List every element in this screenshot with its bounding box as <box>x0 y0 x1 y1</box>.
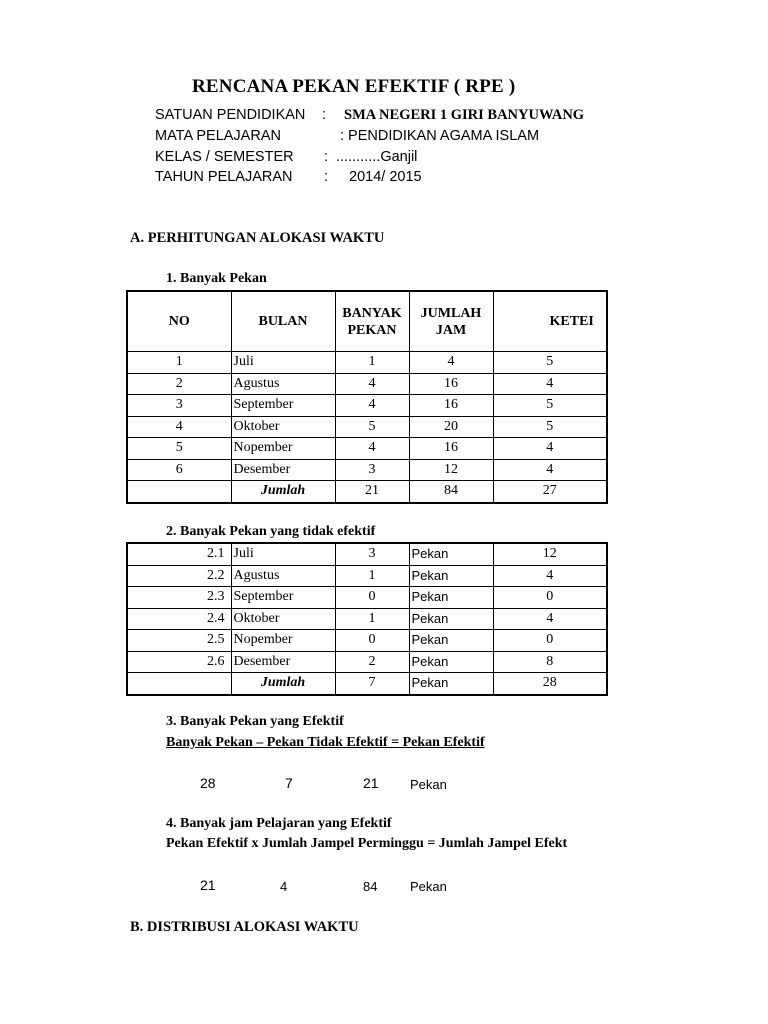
table-total-row <box>127 481 607 503</box>
row-hours: 4 <box>493 608 607 630</box>
row-no: 2.6 <box>127 651 231 673</box>
row-unit: Pekan <box>409 565 493 587</box>
table-row <box>127 438 607 460</box>
row-hours: 12 <box>493 543 607 565</box>
row-unit: Pekan <box>409 587 493 609</box>
table-row <box>127 395 607 417</box>
total-unit: Pekan <box>409 673 493 695</box>
year-separator: : <box>324 169 329 185</box>
part3-formula: Banyak Pekan – Pekan Tidak Efektif = Pekan Efektif <box>166 735 485 750</box>
row-no: 2.5 <box>127 630 231 652</box>
row-month: Juli <box>231 352 335 374</box>
table-header-row <box>127 291 607 352</box>
row-month: Nopember <box>231 630 335 652</box>
row-unit: Pekan <box>409 630 493 652</box>
part3-unit: Pekan <box>410 777 447 792</box>
row-hours: 8 <box>493 651 607 673</box>
row-month: Oktober <box>231 416 335 438</box>
part3-heading: 3. Banyak Pekan yang Efektif <box>166 714 344 729</box>
table-row <box>127 565 607 587</box>
total-label: Jumlah <box>231 673 335 695</box>
year-label: TAHUN PELAJARAN <box>155 169 293 185</box>
row-month: Desember <box>231 459 335 481</box>
subject-label: MATA PELAJARAN <box>155 128 281 144</box>
table-row <box>127 352 607 374</box>
part1-heading: 1. Banyak Pekan <box>166 271 267 286</box>
total-hours: 28 <box>493 673 607 695</box>
class-label: KELAS / SEMESTER <box>155 149 294 165</box>
row-no: 2.2 <box>127 565 231 587</box>
part4-value-effective-weeks: 21 <box>200 877 216 893</box>
banyak-pekan-table <box>126 290 608 504</box>
table-row <box>127 459 607 481</box>
row-weeks: 1 <box>335 565 409 587</box>
row-weeks: 0 <box>335 587 409 609</box>
page-title: RENCANA PEKAN EFEKTIF ( RPE ) <box>192 76 516 97</box>
row-hours: 4 <box>493 565 607 587</box>
table-total-row <box>127 673 607 695</box>
pekan-tidak-efektif-table <box>126 542 608 696</box>
subject-value: : PENDIDIKAN AGAMA ISLAM <box>340 128 540 144</box>
row-month: Agustus <box>231 565 335 587</box>
total-empty <box>127 481 231 503</box>
row-hours: 20 <box>409 416 493 438</box>
row-note: 4 <box>493 438 607 460</box>
table-row <box>127 608 607 630</box>
school-label: SATUAN PENDIDIKAN <box>155 107 306 123</box>
row-hours: 4 <box>409 352 493 374</box>
row-weeks: 2 <box>335 651 409 673</box>
row-no: 2.3 <box>127 587 231 609</box>
header-jumlah-jam: JUMLAH JAM <box>409 291 493 352</box>
row-hours: 0 <box>493 587 607 609</box>
row-weeks: 4 <box>335 395 409 417</box>
row-note: 5 <box>493 416 607 438</box>
part4-unit: Pekan <box>410 879 447 894</box>
row-hours: 0 <box>493 630 607 652</box>
row-note: 4 <box>493 373 607 395</box>
row-hours: 12 <box>409 459 493 481</box>
class-separator: : <box>324 149 329 165</box>
table-row <box>127 587 607 609</box>
part4-value-total-hours: 84 <box>363 879 378 894</box>
table-row <box>127 543 607 565</box>
row-month: Oktober <box>231 608 335 630</box>
row-weeks: 1 <box>335 352 409 374</box>
table-row <box>127 373 607 395</box>
row-no: 1 <box>127 352 231 374</box>
row-note: 5 <box>493 395 607 417</box>
part4-heading: 4. Banyak jam Pelajaran yang Efektif <box>166 816 392 831</box>
row-no: 2.1 <box>127 543 231 565</box>
row-unit: Pekan <box>409 608 493 630</box>
row-month: Desember <box>231 651 335 673</box>
class-value: ...........Ganjil <box>336 149 418 165</box>
part3-value-effective: 21 <box>363 775 379 791</box>
header-banyak-pekan: BANYAK PEKAN <box>335 291 409 352</box>
row-hours: 16 <box>409 373 493 395</box>
total-note: 27 <box>493 481 607 503</box>
header-bulan: BULAN <box>231 291 335 352</box>
school-value: SMA NEGERI 1 GIRI BANYUWANG <box>344 107 585 123</box>
row-weeks: 4 <box>335 373 409 395</box>
school-separator: : <box>322 107 327 123</box>
header-keterangan: KETEI <box>493 291 607 352</box>
row-unit: Pekan <box>409 651 493 673</box>
table-row <box>127 651 607 673</box>
row-weeks: 1 <box>335 608 409 630</box>
row-hours: 16 <box>409 438 493 460</box>
row-unit: Pekan <box>409 543 493 565</box>
section-b-heading: B. DISTRIBUSI ALOKASI WAKTU <box>130 919 359 935</box>
part3-value-total-weeks: 28 <box>200 775 216 791</box>
row-weeks: 4 <box>335 438 409 460</box>
row-weeks: 3 <box>335 459 409 481</box>
row-weeks: 3 <box>335 543 409 565</box>
row-no: 2.4 <box>127 608 231 630</box>
row-month: Juli <box>231 543 335 565</box>
section-a-heading: A. PERHITUNGAN ALOKASI WAKTU <box>130 230 385 246</box>
part2-heading: 2. Banyak Pekan yang tidak efektif <box>166 524 376 539</box>
total-weeks: 7 <box>335 673 409 695</box>
table-row <box>127 416 607 438</box>
row-note: 5 <box>493 352 607 374</box>
row-no: 6 <box>127 459 231 481</box>
row-note: 4 <box>493 459 607 481</box>
header-no: NO <box>127 291 231 352</box>
row-month: September <box>231 395 335 417</box>
row-no: 2 <box>127 373 231 395</box>
total-empty <box>127 673 231 695</box>
part3-value-ineffective: 7 <box>285 775 293 791</box>
year-value: 2014/ 2015 <box>349 169 422 185</box>
table-row <box>127 630 607 652</box>
total-weeks: 21 <box>335 481 409 503</box>
row-weeks: 0 <box>335 630 409 652</box>
row-month: Agustus <box>231 373 335 395</box>
row-no: 4 <box>127 416 231 438</box>
row-no: 3 <box>127 395 231 417</box>
row-month: September <box>231 587 335 609</box>
part4-formula: Pekan Efektif x Jumlah Jampel Perminggu = Jumlah Jampel Efekt <box>166 836 568 851</box>
part4-value-hours-per-week: 4 <box>280 879 288 894</box>
total-label: Jumlah <box>231 481 335 503</box>
row-hours: 16 <box>409 395 493 417</box>
row-weeks: 5 <box>335 416 409 438</box>
row-month: Nopember <box>231 438 335 460</box>
total-hours: 84 <box>409 481 493 503</box>
row-no: 5 <box>127 438 231 460</box>
